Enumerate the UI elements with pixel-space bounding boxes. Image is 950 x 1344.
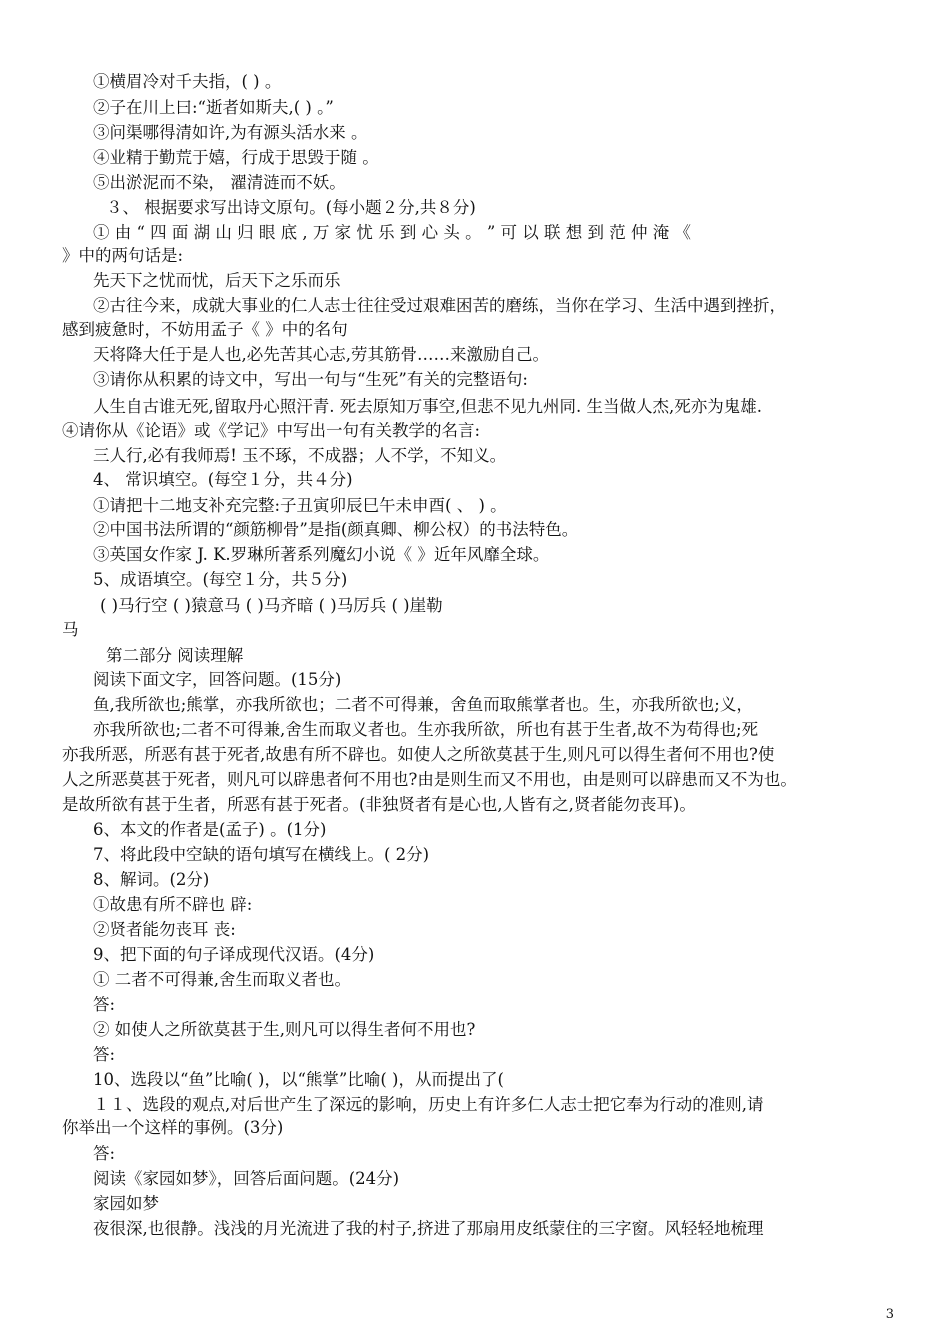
answer-line: 人生自古谁无死,留取丹心照汗青. 死去原知万事空,但悲不见九州同. 生当做人杰,死亦为鬼雄. xyxy=(93,397,762,416)
answer-line: 先天下之忧而忧，后天下之乐而乐 xyxy=(93,271,341,290)
text-line: ③请你从积累的诗文中，写出一句与“生死”有关的完整语句: xyxy=(93,370,528,389)
passage-line: 是故所欲有甚于生者，所恶有甚于死者。(非独贤者有是心也,人皆有之,贤者能勿丧耳)。 xyxy=(62,795,696,814)
answer-prompt: 答: xyxy=(93,995,116,1014)
text-line: 马 xyxy=(62,620,79,639)
text-line: ②贤者能勿丧耳 丧: xyxy=(93,920,236,939)
text-line: ① 由 “ 四 面 湖 山 归 眼 底 , 万 家 忧 乐 到 心 头 。 ” 可 以 联 想 到 范 仲 淹 《 xyxy=(93,223,691,242)
text-line: ④业精于勤荒于嬉，行成于思毁于随 。 xyxy=(93,148,379,167)
passage-line: 夜很深,也很静。浅浅的月光流进了我的村子,挤进了那扇用皮纸蒙住的三字窗。风轻轻地梳理 xyxy=(93,1219,764,1238)
text-line: ② 如使人之所欲莫甚于生,则凡可以得生者何不用也? xyxy=(93,1020,476,1039)
passage-line: 亦我所欲也;二者不可得兼,舍生而取义者也。生亦我所欲，所也有甚于生者,故不为苟得也;死 xyxy=(93,720,759,739)
question-heading: 5、成语填空。(每空１分，共５分) xyxy=(93,570,348,589)
question-line: 6、本文的作者是(孟子) 。(1分) xyxy=(93,820,327,839)
page-number: 3 xyxy=(885,1307,894,1322)
answer-prompt: 答: xyxy=(93,1144,116,1163)
answer-line: 三人行,必有我师焉! 玉不琢，不成器；人不学，不知义。 xyxy=(93,446,507,465)
text-line: ②古往今来，成就大事业的仁人志士往往受过艰难困苦的磨练，当你在学习、生活中遇到挫折， xyxy=(93,296,786,315)
answer-line: 天将降大任于是人也,必先苦其心志,劳其筋骨……来激励自己。 xyxy=(93,345,549,364)
text-line: ①故患有所不辟也 辟: xyxy=(93,895,253,914)
text-line: ③问渠哪得清如许,为有源头活水来 。 xyxy=(93,123,368,142)
text-line: 阅读《家园如梦》，回答后面问题。(24分) xyxy=(93,1169,400,1188)
text-line: 感到疲惫时，不妨用孟子《 》中的名句 xyxy=(62,320,348,339)
text-line: ① 二者不可得兼,舍生而取义者也。 xyxy=(93,970,351,989)
question-line: 8、解词。(2分) xyxy=(93,870,210,889)
text-line: ⑤出淤泥而不染， 濯清涟而不妖。 xyxy=(93,173,346,192)
text-line: 阅读下面文字，回答问题。(15分) xyxy=(93,670,342,689)
question-line: 9、把下面的句子译成现代汉语。(4分) xyxy=(93,945,375,964)
text-line: ①横眉冷对千夫指，( ) 。 xyxy=(93,72,282,91)
text-line: 你举出一个这样的事例。(3分) xyxy=(62,1118,284,1137)
text-line: ②子在川上曰:“逝者如斯夫,( ) 。” xyxy=(93,98,334,117)
answer-prompt: 答: xyxy=(93,1045,116,1064)
question-line: 7、将此段中空缺的语句填写在横线上。( 2分) xyxy=(93,845,430,864)
text-line: ( )马行空 ( )猿意马 ( )马齐暗 ( )马厉兵 ( )崖勒 xyxy=(100,596,443,615)
text-line: ①请把十二地支补充完整:子丑寅卯辰巳午未申酉( 、 ) 。 xyxy=(93,496,507,515)
text-line: ③英国女作家 J. K.罗琳所著系列魔幻小说《 》近年风靡全球。 xyxy=(93,545,550,564)
passage-line: 亦我所恶，所恶有甚于死者,故患有所不辟也。如使人之所欲莫甚于生,则凡可以得生者何不用也?使 xyxy=(62,745,775,764)
passage-title: 家园如梦 xyxy=(93,1194,159,1213)
passage-line: 人之所恶莫甚于死者，则凡可以辟患者何不用也?由是则生而又不用也，由是则可以辟患而又不为也。 xyxy=(62,770,797,789)
text-line: ④请你从《论语》或《学记》中写出一句有关教学的名言: xyxy=(62,421,481,440)
section-heading: 第二部分 阅读理解 xyxy=(106,646,244,665)
text-line: 》中的两句话是: xyxy=(62,246,184,265)
text-line: ②中国书法所谓的“颜筋柳骨”是指(颜真卿、柳公权）的书法特色。 xyxy=(93,520,579,539)
question-line: 10、选段以“鱼”比喻( )，以“熊掌”比喻( )，从而提出了( xyxy=(93,1070,504,1089)
question-line: １１、选段的观点,对后世产生了深远的影响，历史上有许多仁人志士把它奉为行动的准则,请 xyxy=(93,1095,764,1114)
question-heading: 4、 常识填空。(每空１分，共４分) xyxy=(93,470,353,489)
question-heading: ３、 根据要求写出诗文原句。(每小题２分,共８分) xyxy=(106,198,476,217)
passage-line: 鱼,我所欲也;熊掌，亦我所欲也；二者不可得兼，舍鱼而取熊掌者也。生，亦我所欲也;义， xyxy=(93,695,753,714)
